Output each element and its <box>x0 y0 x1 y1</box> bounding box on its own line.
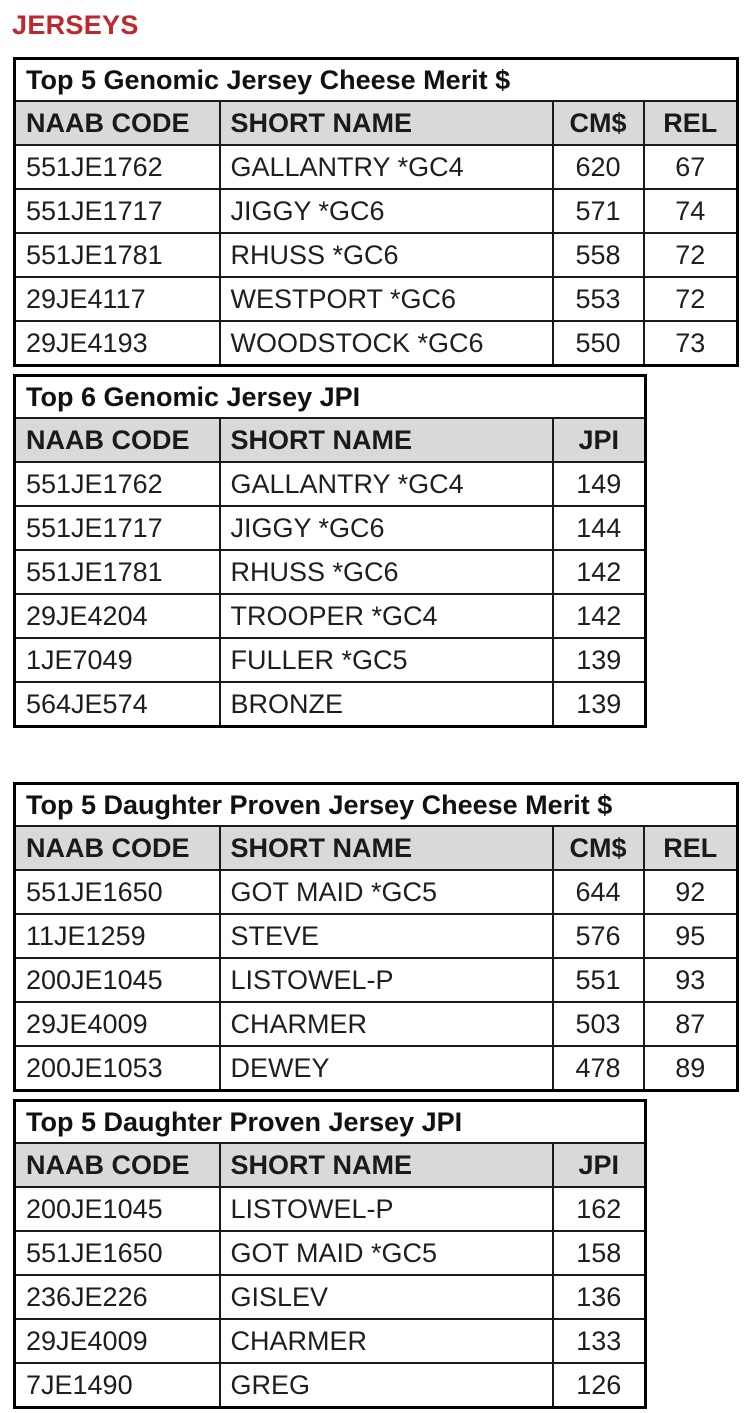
cm-cell: 558 <box>553 233 644 277</box>
short-name-cell: GALLANTRY *GC4 <box>220 145 553 189</box>
table-row <box>15 233 738 277</box>
jpi-cell: 162 <box>553 1187 646 1231</box>
short-name-cell: GREG <box>220 1363 553 1408</box>
naab-code-cell: 551JE1762 <box>15 145 220 189</box>
naab-code-cell: 551JE1650 <box>15 870 220 914</box>
table-row <box>15 506 646 550</box>
naab-code-cell: 200JE1053 <box>15 1046 220 1091</box>
rel-cell: 89 <box>644 1046 738 1091</box>
cm-cell: 478 <box>553 1046 644 1091</box>
header-naab-code: NAAB CODE <box>15 826 220 870</box>
rel-cell: 67 <box>644 145 738 189</box>
table-title: Top 6 Genomic Jersey JPI <box>15 376 646 419</box>
jpi-cell: 139 <box>553 638 646 682</box>
short-name-cell: LISTOWEL-P <box>220 958 553 1002</box>
short-name-cell: WESTPORT *GC6 <box>220 277 553 321</box>
short-name-cell: GOT MAID *GC5 <box>220 870 553 914</box>
cm-cell: 576 <box>553 914 644 958</box>
short-name-cell: RHUSS *GC6 <box>220 550 553 594</box>
header-jpi: JPI <box>553 1143 646 1187</box>
rel-cell: 74 <box>644 189 738 233</box>
short-name-cell: GOT MAID *GC5 <box>220 1231 553 1275</box>
short-name-cell: BRONZE <box>220 682 553 727</box>
rel-cell: 72 <box>644 277 738 321</box>
header-cm: CM$ <box>553 826 644 870</box>
naab-code-cell: 551JE1650 <box>15 1231 220 1275</box>
cm-cell: 503 <box>553 1002 644 1046</box>
rel-cell: 92 <box>644 870 738 914</box>
naab-code-cell: 551JE1762 <box>15 462 220 506</box>
short-name-cell: DEWEY <box>220 1046 553 1091</box>
naab-code-cell: 200JE1045 <box>15 1187 220 1231</box>
genomic-cheese-merit-table <box>13 57 739 367</box>
short-name-cell: CHARMER <box>220 1319 553 1363</box>
naab-code-cell: 236JE226 <box>15 1275 220 1319</box>
naab-code-cell: 551JE1781 <box>15 550 220 594</box>
header-short-name: SHORT NAME <box>220 826 553 870</box>
naab-code-cell: 551JE1781 <box>15 233 220 277</box>
jpi-cell: 149 <box>553 462 646 506</box>
short-name-cell: STEVE <box>220 914 553 958</box>
daughter-proven-cheese-merit-table <box>13 782 739 1092</box>
short-name-cell: CHARMER <box>220 1002 553 1046</box>
table-row <box>15 550 646 594</box>
short-name-cell: RHUSS *GC6 <box>220 233 553 277</box>
header-naab-code: NAAB CODE <box>15 1143 220 1187</box>
jpi-cell: 144 <box>553 506 646 550</box>
table-row <box>15 958 738 1002</box>
jpi-cell: 126 <box>553 1363 646 1408</box>
short-name-cell: FULLER *GC5 <box>220 638 553 682</box>
rel-cell: 72 <box>644 233 738 277</box>
table-row <box>15 638 646 682</box>
cm-cell: 571 <box>553 189 644 233</box>
table-row <box>15 189 738 233</box>
header-rel: REL <box>644 101 738 145</box>
jpi-cell: 142 <box>553 550 646 594</box>
naab-code-cell: 29JE4193 <box>15 321 220 366</box>
rel-cell: 95 <box>644 914 738 958</box>
short-name-cell: GALLANTRY *GC4 <box>220 462 553 506</box>
naab-code-cell: 551JE1717 <box>15 189 220 233</box>
short-name-cell: GISLEV <box>220 1275 553 1319</box>
naab-code-cell: 29JE4009 <box>15 1002 220 1046</box>
cm-cell: 553 <box>553 277 644 321</box>
jpi-cell: 142 <box>553 594 646 638</box>
cm-cell: 644 <box>553 870 644 914</box>
jpi-cell: 133 <box>553 1319 646 1363</box>
genomic-jpi-table <box>13 374 647 728</box>
naab-code-cell: 29JE4009 <box>15 1319 220 1363</box>
naab-code-cell: 7JE1490 <box>15 1363 220 1408</box>
jpi-cell: 158 <box>553 1231 646 1275</box>
jpi-cell: 136 <box>553 1275 646 1319</box>
table-row <box>15 914 738 958</box>
header-short-name: SHORT NAME <box>220 418 553 462</box>
table-row <box>15 1187 646 1231</box>
naab-code-cell: 1JE7049 <box>15 638 220 682</box>
short-name-cell: TROOPER *GC4 <box>220 594 553 638</box>
table-row <box>15 321 738 366</box>
header-naab-code: NAAB CODE <box>15 101 220 145</box>
cm-cell: 551 <box>553 958 644 1002</box>
naab-code-cell: 29JE4117 <box>15 277 220 321</box>
header-short-name: SHORT NAME <box>220 1143 553 1187</box>
naab-code-cell: 551JE1717 <box>15 506 220 550</box>
table-row <box>15 1046 738 1091</box>
short-name-cell: JIGGY *GC6 <box>220 506 553 550</box>
naab-code-cell: 11JE1259 <box>15 914 220 958</box>
table-row <box>15 1363 646 1408</box>
naab-code-cell: 29JE4204 <box>15 594 220 638</box>
section-title: JERSEYS <box>12 10 139 40</box>
cm-cell: 550 <box>553 321 644 366</box>
header-naab-code: NAAB CODE <box>15 418 220 462</box>
cm-cell: 620 <box>553 145 644 189</box>
table-row <box>15 682 646 727</box>
table-row <box>15 1002 738 1046</box>
short-name-cell: LISTOWEL-P <box>220 1187 553 1231</box>
table-row <box>15 1275 646 1319</box>
table-row <box>15 462 646 506</box>
naab-code-cell: 200JE1045 <box>15 958 220 1002</box>
table-row <box>15 145 738 189</box>
short-name-cell: JIGGY *GC6 <box>220 189 553 233</box>
daughter-proven-jpi-table <box>13 1099 647 1409</box>
header-rel: REL <box>644 826 738 870</box>
table-row <box>15 1319 646 1363</box>
table-title: Top 5 Daughter Proven Jersey Cheese Merit $ <box>15 784 738 827</box>
rel-cell: 87 <box>644 1002 738 1046</box>
table-row <box>15 277 738 321</box>
table-title: Top 5 Genomic Jersey Cheese Merit $ <box>15 59 738 102</box>
header-cm: CM$ <box>553 101 644 145</box>
jpi-cell: 139 <box>553 682 646 727</box>
rel-cell: 73 <box>644 321 738 366</box>
table-row <box>15 594 646 638</box>
table-title: Top 5 Daughter Proven Jersey JPI <box>15 1101 646 1144</box>
naab-code-cell: 564JE574 <box>15 682 220 727</box>
table-row <box>15 1231 646 1275</box>
header-jpi: JPI <box>553 418 646 462</box>
header-short-name: SHORT NAME <box>220 101 553 145</box>
short-name-cell: WOODSTOCK *GC6 <box>220 321 553 366</box>
rel-cell: 93 <box>644 958 738 1002</box>
table-row <box>15 870 738 914</box>
